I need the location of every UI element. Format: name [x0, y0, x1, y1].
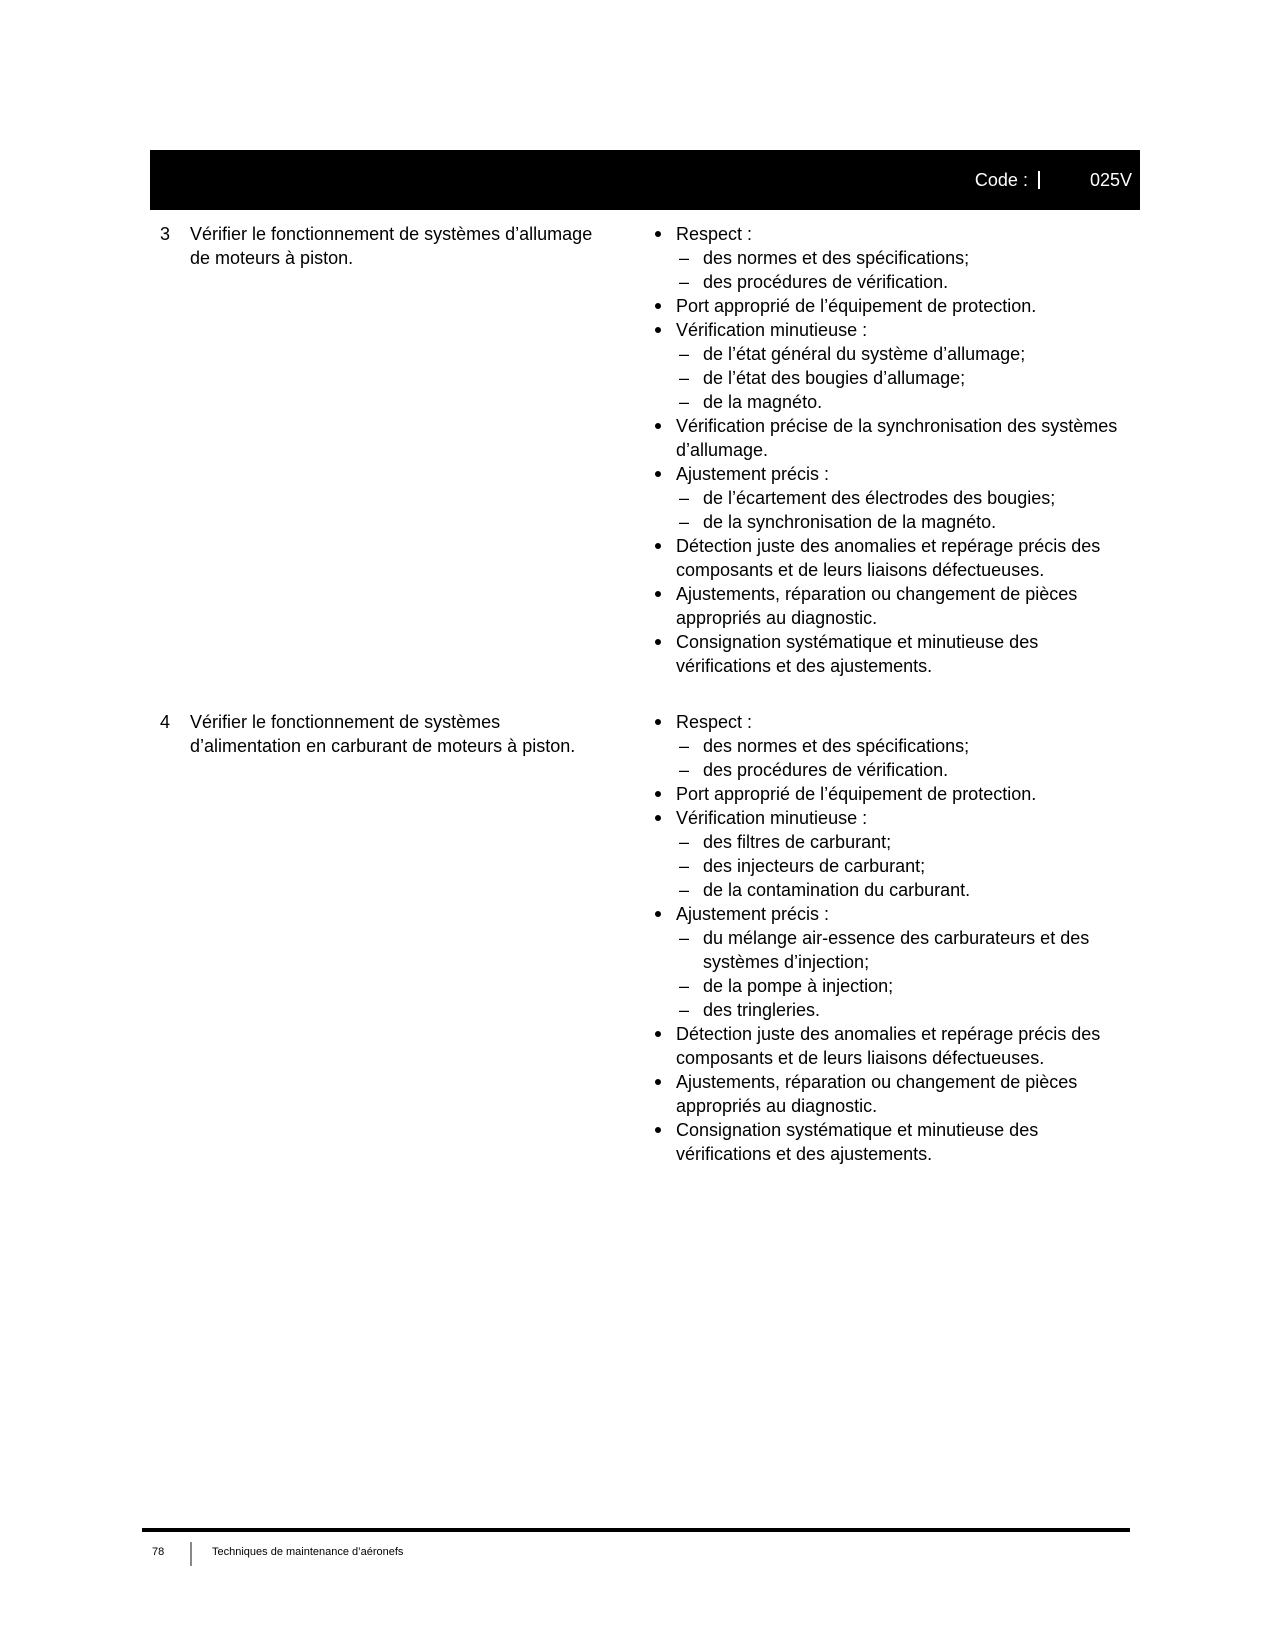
criterion-item	[655, 710, 1125, 734]
criterion-text: Port approprié de l’équipement de protection.	[676, 296, 1037, 316]
bullet-icon	[655, 911, 661, 917]
sub-criterion-item	[655, 998, 1125, 1022]
dash-icon: –	[679, 760, 690, 780]
criterion-item	[655, 414, 1125, 462]
document-title: Techniques de maintenance d’aéronefs	[212, 1546, 404, 1558]
sub-criterion-text: des tringleries.	[703, 1000, 821, 1020]
sub-criterion-text: des normes et des spécifications;	[703, 248, 970, 268]
sub-criterion-item	[655, 246, 1125, 270]
bullet-icon	[655, 719, 661, 725]
criterion-item	[655, 1070, 1125, 1118]
criterion-item	[655, 630, 1125, 678]
sub-criterion-text: du mélange air-essence des carburateurs et des systèmes d’injection;	[703, 928, 1090, 972]
page-number: 78	[152, 1546, 165, 1558]
dash-icon: –	[679, 512, 690, 532]
sub-criterion-item	[655, 366, 1125, 390]
criterion-text: Détection juste des anomalies et repérage précis des composants et de leurs liaisons défectueuses.	[676, 536, 1101, 580]
bullet-icon	[655, 423, 661, 429]
criterion-item	[655, 462, 1125, 486]
dash-icon: –	[679, 976, 690, 996]
element-number: 4	[160, 712, 171, 732]
sub-criterion-item	[655, 342, 1125, 366]
criterion-text: Consignation systématique et minutieuse des vérifications et des ajustements.	[676, 1120, 1039, 1164]
footer-separator	[190, 1542, 192, 1566]
dash-icon: –	[679, 928, 690, 948]
sub-criterion-text: des procédures de vérification.	[703, 272, 949, 292]
sub-criterion-item	[655, 270, 1125, 294]
sub-criterion-text: de l’état général du système d’allumage;	[703, 344, 1026, 364]
criterion-text: Vérification précise de la synchronisation des systèmes d’allumage.	[676, 416, 1118, 460]
dash-icon: –	[679, 736, 690, 756]
dash-icon: –	[679, 344, 690, 364]
dash-icon: –	[679, 1000, 690, 1020]
criterion-text: Ajustement précis :	[676, 904, 830, 924]
sub-criterion-text: de la synchronisation de la magnéto.	[703, 512, 997, 532]
code-label: Code :	[974, 170, 1028, 190]
dash-icon: –	[679, 248, 690, 268]
criterion-text: Respect :	[676, 712, 753, 732]
code-block	[975, 170, 1132, 190]
criterion-text: Ajustement précis :	[676, 464, 830, 484]
sub-criterion-item	[655, 390, 1125, 414]
criterion-text: Port approprié de l’équipement de protection.	[676, 784, 1037, 804]
criterion-text: Ajustements, réparation ou changement de pièces appropriés au diagnostic.	[676, 1072, 1078, 1116]
criterion-item	[655, 534, 1125, 582]
sub-criterion-text: de la pompe à injection;	[703, 976, 894, 996]
criterion-item	[655, 318, 1125, 342]
sub-criterion-item	[655, 830, 1125, 854]
criterion-item	[655, 782, 1125, 806]
criterion-item	[655, 582, 1125, 630]
criterion-item	[655, 806, 1125, 830]
bullet-icon	[655, 815, 661, 821]
sub-criterion-item	[655, 510, 1125, 534]
bullet-icon	[655, 327, 661, 333]
sub-criterion-item	[655, 758, 1125, 782]
criterion-text: Ajustements, réparation ou changement de pièces appropriés au diagnostic.	[676, 584, 1078, 628]
sub-criterion-item	[655, 926, 1125, 974]
bullet-icon	[655, 639, 661, 645]
bullet-icon	[655, 591, 661, 597]
bullet-icon	[655, 231, 661, 237]
criterion-text: Vérification minutieuse :	[676, 320, 868, 340]
criterion-item	[655, 1022, 1125, 1070]
criterion-item	[655, 1118, 1125, 1166]
element-title: Vérifier le fonctionnement de systèmes d’alimentation en carburant de moteurs à piston.	[190, 712, 576, 756]
sub-criterion-text: des normes et des spécifications;	[703, 736, 970, 756]
criterion-item	[655, 222, 1125, 246]
criterion-item	[655, 294, 1125, 318]
criterion-text: Consignation systématique et minutieuse des vérifications et des ajustements.	[676, 632, 1039, 676]
sub-criterion-item	[655, 486, 1125, 510]
criterion-text: Vérification minutieuse :	[676, 808, 868, 828]
criterion-text: Détection juste des anomalies et repérage précis des composants et de leurs liaisons défectueuses.	[676, 1024, 1101, 1068]
sub-criterion-item	[655, 878, 1125, 902]
dash-icon: –	[679, 392, 690, 412]
dash-icon: –	[679, 880, 690, 900]
element-title: Vérifier le fonctionnement de systèmes d’allumage de moteurs à piston.	[190, 224, 593, 268]
bullet-icon	[655, 471, 661, 477]
sub-criterion-item	[655, 734, 1125, 758]
bullet-icon	[655, 303, 661, 309]
dash-icon: –	[679, 488, 690, 508]
sub-criterion-item	[655, 854, 1125, 878]
element-number: 3	[160, 224, 171, 244]
sub-criterion-item	[655, 974, 1125, 998]
bullet-icon	[655, 543, 661, 549]
bullet-icon	[655, 1127, 661, 1133]
sub-criterion-text: des filtres de carburant;	[703, 832, 892, 852]
element-statement	[160, 222, 630, 270]
code-value: 025V	[1089, 170, 1132, 190]
sub-criterion-text: de l’état des bougies d’allumage;	[703, 368, 966, 388]
footer-rule	[142, 1528, 1130, 1532]
bullet-icon	[655, 791, 661, 797]
sub-criterion-text: de l’écartement des électrodes des bougies;	[703, 488, 1056, 508]
sub-criterion-text: des injecteurs de carburant;	[703, 856, 926, 876]
performance-criteria	[655, 222, 1125, 678]
dash-icon: –	[679, 368, 690, 388]
sub-criterion-text: des procédures de vérification.	[703, 760, 949, 780]
criterion-item	[655, 902, 1125, 926]
sub-criterion-text: de la magnéto.	[703, 392, 823, 412]
dash-icon: –	[679, 832, 690, 852]
sub-criterion-text: de la contamination du carburant.	[703, 880, 971, 900]
criterion-text: Respect :	[676, 224, 753, 244]
code-separator	[1038, 171, 1040, 189]
dash-icon: –	[679, 272, 690, 292]
element-statement	[160, 710, 630, 758]
header-band	[150, 150, 1140, 210]
bullet-icon	[655, 1031, 661, 1037]
bullet-icon	[655, 1079, 661, 1085]
performance-criteria	[655, 710, 1125, 1166]
dash-icon: –	[679, 856, 690, 876]
